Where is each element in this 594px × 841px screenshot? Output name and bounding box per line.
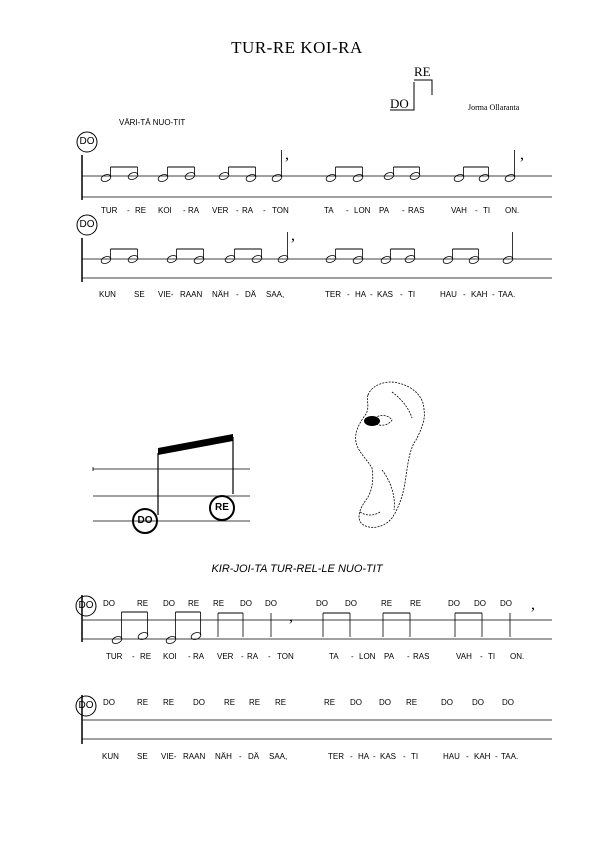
lyric-syllable: -: [492, 290, 495, 299]
lyric-syllable: -: [475, 206, 478, 215]
lyric-syllable: DO: [350, 698, 362, 707]
lyric-syllable: DÄ: [248, 752, 260, 761]
lyric-syllable: RE: [410, 599, 422, 608]
lyric-syllable: -: [480, 652, 483, 661]
note-head: [245, 173, 257, 182]
lyric-syllable: VAH: [451, 206, 467, 215]
lyric-syllable: -: [127, 206, 130, 215]
lyric-syllable: TI: [488, 652, 496, 661]
lyric-syllable: PA: [379, 206, 390, 215]
lyric-syllable: RAAN: [183, 752, 206, 761]
staff-3-notes: [111, 612, 510, 645]
lyric-syllable: DO: [379, 698, 391, 707]
note-head: [453, 173, 465, 182]
note-head: [193, 255, 205, 264]
legend-re-label: RE: [414, 64, 431, 79]
lyric-syllable: RE: [137, 599, 149, 608]
dog-nose: [364, 416, 380, 426]
lyric-syllable: -: [268, 652, 271, 661]
lyric-syllable: VER: [217, 652, 234, 661]
lyric-syllable: -: [188, 652, 191, 661]
lyric-syllable: -: [495, 752, 498, 761]
instruction-write: KIR-JOI-TA TUR-REL-LE NUO-TIT: [211, 563, 383, 575]
lyric-syllable: TA: [329, 652, 339, 661]
lyric-syllable: DO: [193, 698, 205, 707]
lyric-syllable: TA: [324, 206, 334, 215]
lyric-syllable: -: [236, 290, 239, 299]
lyric-syllable: SE: [134, 290, 145, 299]
lyric-syllable: -: [407, 652, 410, 661]
lyric-syllable: DO: [502, 698, 514, 707]
lyric-syllable: KAS: [377, 290, 394, 299]
lyric-syllable: -: [183, 206, 186, 215]
lyric-syllable: TI: [411, 752, 419, 761]
instruction-color: VÄRI-TÄ NUO-TIT: [119, 118, 186, 127]
lyric-syllable: HAU: [443, 752, 460, 761]
lyric-syllable: -: [263, 206, 266, 215]
lyric-syllable: DO: [345, 599, 357, 608]
lyric-syllable: TAA.: [501, 752, 519, 761]
lyric-syllable: RA: [188, 206, 200, 215]
lyric-syllable: DO: [103, 599, 115, 608]
lyric-syllable: RE: [249, 698, 261, 707]
lyric-syllable: -: [347, 290, 350, 299]
note-head: [111, 635, 123, 644]
lyric-syllable: KAS: [380, 752, 397, 761]
lyric-syllable: TER: [325, 290, 341, 299]
note-head: [100, 173, 112, 182]
lyric-syllable: SE: [137, 752, 148, 761]
note-head: [380, 255, 392, 264]
lyric-syllable: ON.: [505, 206, 520, 215]
page-title: TUR-RE KOI-RA: [231, 38, 363, 57]
lyric-syllable: RE: [140, 652, 152, 661]
lyric-syllable: DO: [474, 599, 486, 608]
lyric-syllable: DO: [163, 599, 175, 608]
lyric-syllable: -: [350, 752, 353, 761]
lyric-syllable: ON.: [510, 652, 525, 661]
staff-2: [82, 238, 552, 282]
lyric-syllable: -: [351, 652, 354, 661]
staff-1: [82, 155, 552, 200]
note-head: [352, 173, 364, 182]
lyric-syllable: RE: [163, 698, 175, 707]
note-head: [157, 173, 169, 182]
legend-do-label: DO: [390, 96, 409, 111]
lyric-syllable: RE: [406, 698, 418, 707]
note-head: [504, 173, 516, 182]
lyric-syllable: VIE-: [161, 752, 177, 761]
lyric-syllable: -: [463, 290, 466, 299]
lyric-syllable: -: [466, 752, 469, 761]
lyric-syllable: HA: [358, 752, 370, 761]
lyric-syllable: RE: [381, 599, 393, 608]
note-head: [352, 255, 364, 264]
lyric-syllable: SAA,: [269, 752, 288, 761]
author-name: Jorma Ollaranta: [468, 103, 520, 112]
lyric-syllable: DO: [448, 599, 460, 608]
lyric-syllable: TAA.: [498, 290, 516, 299]
lyric-syllable: PA: [384, 652, 395, 661]
lyric-syllable: TON: [277, 652, 294, 661]
lyric-syllable: DO: [103, 698, 115, 707]
lyric-syllable: -: [403, 752, 406, 761]
lyric-syllable: RE: [135, 206, 147, 215]
breath-mark: ,: [289, 608, 293, 625]
note-head: [100, 255, 112, 264]
breath-mark: ,: [291, 227, 295, 244]
lyric-syllable: RAAN: [180, 290, 203, 299]
lyric-syllable: DO: [441, 698, 453, 707]
lyric-syllable: -: [239, 752, 242, 761]
lyric-syllable: DO: [472, 698, 484, 707]
lyric-syllable: RE: [275, 698, 287, 707]
lyric-syllable: NÄH: [215, 752, 232, 761]
lyric-syllable: KUN: [99, 290, 116, 299]
staff-1-notes: [100, 150, 516, 183]
breath-mark: ,: [531, 596, 535, 613]
breath-mark: ,: [285, 146, 289, 163]
dog-illustration: [356, 382, 425, 527]
note-head: [442, 255, 454, 264]
lyric-syllable: RA: [193, 652, 205, 661]
lyric-syllable: -: [241, 652, 244, 661]
lyric-syllable: NÄH: [212, 290, 229, 299]
lyric-syllable: KOI: [163, 652, 177, 661]
lyric-syllable: RAS: [408, 206, 425, 215]
lyric-syllable: RE: [137, 698, 149, 707]
staff-3-clef-label: DO: [78, 600, 94, 611]
lyric-syllable: SAA,: [266, 290, 285, 299]
lyric-syllable: TI: [483, 206, 491, 215]
lyric-syllable: -: [373, 752, 376, 761]
note-head: [468, 255, 480, 264]
lyric-syllable: KAH: [471, 290, 488, 299]
lyric-syllable: TER: [328, 752, 344, 761]
lyric-syllable: -: [132, 652, 135, 661]
lyric-syllable: DO: [316, 599, 328, 608]
lyric-syllable: VER: [212, 206, 229, 215]
lyric-syllable: -: [400, 290, 403, 299]
note-head: [325, 173, 337, 182]
lyric-syllable: LON: [354, 206, 371, 215]
note-head: [271, 173, 283, 182]
staff-2-clef-label: DO: [79, 219, 95, 230]
lyric-syllable: -: [370, 290, 373, 299]
note-head: [478, 173, 490, 182]
lyric-syllable: LON: [359, 652, 376, 661]
lyric-syllable: TON: [272, 206, 289, 215]
legend-step-lines: [390, 80, 432, 110]
lyric-syllable: DO: [240, 599, 252, 608]
lyric-syllable: RA: [242, 206, 254, 215]
staff-2-notes: [100, 232, 514, 265]
lyric-syllable: KUN: [102, 752, 119, 761]
breath-mark: ,: [520, 146, 524, 163]
lyric-syllable: TUR: [101, 206, 118, 215]
lyric-syllable: -: [402, 206, 405, 215]
lyric-syllable: RE: [188, 599, 200, 608]
lyric-syllable: RE: [213, 599, 225, 608]
lyric-syllable: RE: [224, 698, 236, 707]
lyric-syllable: DO: [265, 599, 277, 608]
example-do-label: DO: [137, 515, 153, 526]
note-head: [165, 635, 177, 644]
staff-1-clef-label: DO: [79, 136, 95, 147]
lyric-syllable: TI: [408, 290, 416, 299]
lyric-syllable: RA: [247, 652, 259, 661]
note-head: [502, 255, 514, 264]
lyric-syllable: VAH: [456, 652, 472, 661]
lyric-syllable: KAH: [474, 752, 491, 761]
lyric-syllable: HAU: [440, 290, 457, 299]
lyric-syllable: RE: [324, 698, 336, 707]
lyric-syllable: -: [346, 206, 349, 215]
lyric-syllable: TUR: [106, 652, 123, 661]
lyric-syllable: VIE-: [158, 290, 174, 299]
lyric-syllable: DÄ: [245, 290, 257, 299]
lyric-syllable: -: [236, 206, 239, 215]
lyric-syllable: RAS: [413, 652, 430, 661]
lyric-syllable: KOI: [158, 206, 172, 215]
lyric-syllable: HA: [355, 290, 367, 299]
example-notes-illustration: [93, 434, 250, 533]
lyric-syllable: DO: [500, 599, 512, 608]
staff-4-clef-label: DO: [78, 700, 94, 711]
example-re-label: RE: [215, 502, 229, 513]
